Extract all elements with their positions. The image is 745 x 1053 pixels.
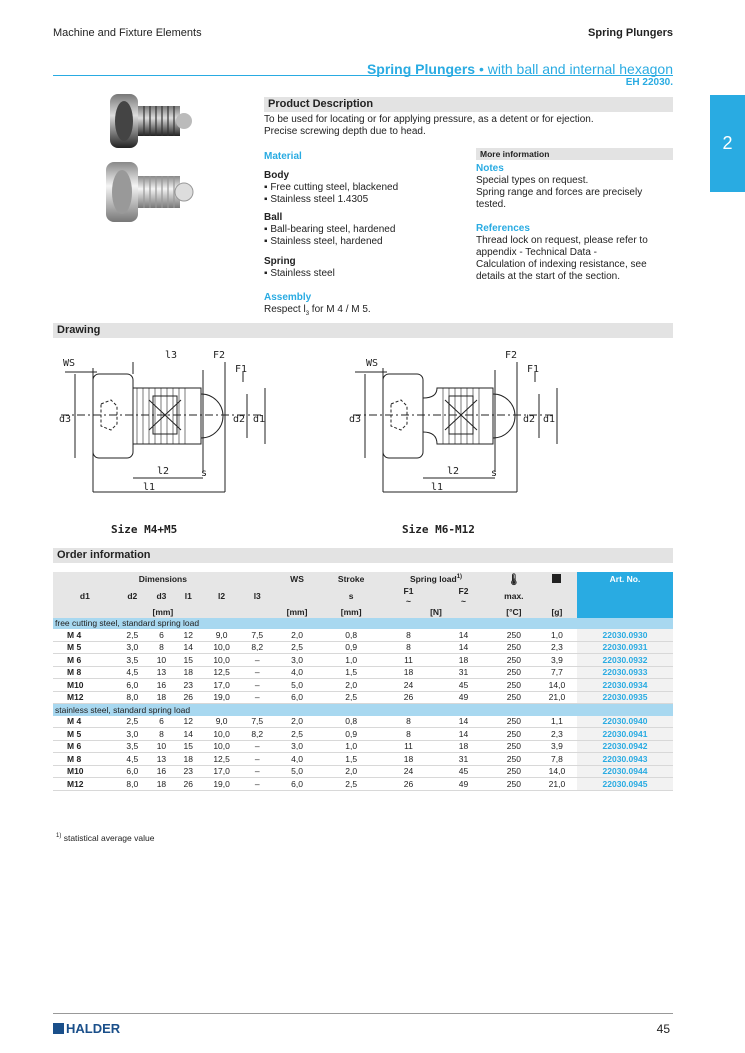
cell-size: M 4 bbox=[53, 629, 117, 641]
table-cell: 6,0 bbox=[117, 679, 148, 692]
table-cell: 26 bbox=[381, 691, 436, 704]
table-cell: 4,0 bbox=[273, 753, 322, 766]
cell-size: M 4 bbox=[53, 716, 117, 728]
table-cell: 9,0 bbox=[201, 716, 241, 728]
table-cell: 2,0 bbox=[321, 765, 381, 778]
chapter-tab[interactable]: 2 bbox=[710, 95, 745, 192]
table-cell: 6,0 bbox=[117, 765, 148, 778]
table-cell: 45 bbox=[436, 765, 491, 778]
cell-art-no[interactable]: 22030.0935 bbox=[577, 691, 673, 704]
order-heading: Order information bbox=[53, 548, 673, 563]
cell-size: M 6 bbox=[53, 654, 117, 667]
table-cell: 8 bbox=[148, 728, 175, 741]
table-cell: 15 bbox=[175, 654, 201, 667]
table-row bbox=[53, 753, 673, 766]
table-cell: 18 bbox=[148, 691, 175, 704]
table-cell: 2,5 bbox=[117, 629, 148, 641]
table-cell: 4,5 bbox=[117, 753, 148, 766]
table-cell: 17,0 bbox=[201, 765, 241, 778]
label-d2: d2 bbox=[523, 414, 536, 425]
cell-art-no[interactable]: 22030.0931 bbox=[577, 641, 673, 654]
table-cell: 18 bbox=[436, 740, 491, 753]
table-cell: 17,0 bbox=[201, 679, 241, 692]
table-cell: 250 bbox=[491, 654, 537, 667]
body-heading: Body bbox=[264, 170, 289, 181]
table-cell: 250 bbox=[491, 641, 537, 654]
table-cell: 23 bbox=[175, 679, 201, 692]
sub-d3: d3 bbox=[148, 586, 175, 606]
label-s: s bbox=[491, 468, 498, 479]
sub-art-empty bbox=[577, 586, 673, 606]
table-cell: 2,5 bbox=[321, 778, 381, 791]
table-row bbox=[53, 765, 673, 778]
label-d2: d2 bbox=[233, 414, 246, 425]
label-d3: d3 bbox=[349, 414, 362, 425]
table-cell: 2,0 bbox=[321, 679, 381, 692]
material-heading: Material bbox=[264, 151, 302, 162]
header-section: Spring Plungers bbox=[588, 27, 673, 39]
label-ws: WS bbox=[366, 358, 379, 369]
table-cell: 31 bbox=[436, 666, 491, 679]
table-cell: 4,5 bbox=[117, 666, 148, 679]
table-cell: 8 bbox=[381, 629, 436, 641]
table-cell: 15 bbox=[175, 740, 201, 753]
table-cell: 3,9 bbox=[537, 654, 577, 667]
table-cell: 2,0 bbox=[273, 716, 322, 728]
table-cell: 1,0 bbox=[537, 629, 577, 641]
table-cell: 14 bbox=[436, 629, 491, 641]
label-ws: WS bbox=[63, 358, 76, 369]
sub-d1: d1 bbox=[53, 586, 117, 606]
table-cell: 21,0 bbox=[537, 691, 577, 704]
table-cell: 10,0 bbox=[201, 740, 241, 753]
table-cell: 13 bbox=[148, 666, 175, 679]
sub-l1: l1 bbox=[175, 586, 201, 606]
table-cell: 12,5 bbox=[201, 753, 241, 766]
header-category: Machine and Fixture Elements bbox=[53, 27, 202, 39]
sub-d2: d2 bbox=[117, 586, 148, 606]
table-cell: 3,5 bbox=[117, 740, 148, 753]
table-cell: 250 bbox=[491, 716, 537, 728]
technical-drawing bbox=[53, 342, 673, 542]
assembly-text: Respect $l_3$ for M 4 / M 5. bbox=[264, 304, 371, 317]
label-d1: d1 bbox=[543, 414, 556, 425]
cell-size: M 8 bbox=[53, 666, 117, 679]
table-cell: 21,0 bbox=[537, 778, 577, 791]
product-description-line2: Precise screwing depth due to head. bbox=[264, 126, 426, 137]
table-cell: 10,0 bbox=[201, 641, 241, 654]
table-cell: 7,5 bbox=[242, 629, 273, 641]
unit-c: [°C] bbox=[491, 606, 537, 618]
caption-size-m4-m5: Size M4+M5 bbox=[111, 523, 178, 536]
table-cell: 14 bbox=[436, 728, 491, 741]
cell-art-no[interactable]: 22030.0943 bbox=[577, 753, 673, 766]
table-row bbox=[53, 654, 673, 667]
table-cell: 10,0 bbox=[201, 728, 241, 741]
table-cell: 10,0 bbox=[201, 654, 241, 667]
table-cell: 6 bbox=[148, 629, 175, 641]
spring-heading: Spring bbox=[264, 256, 296, 267]
table-cell: 0,9 bbox=[321, 641, 381, 654]
label-f1: F1 bbox=[527, 364, 540, 375]
table-cell: 6,0 bbox=[273, 778, 322, 791]
label-l2: l2 bbox=[447, 466, 460, 477]
table-cell: 9,0 bbox=[201, 629, 241, 641]
table-cell: 18 bbox=[381, 666, 436, 679]
label-f1: F1 bbox=[235, 364, 248, 375]
unit-ws: [mm] bbox=[273, 606, 322, 618]
table-cell: 1,5 bbox=[321, 666, 381, 679]
table-cell: 8,2 bbox=[242, 641, 273, 654]
cell-art-no[interactable]: 22030.0940 bbox=[577, 716, 673, 728]
table-cell: 8 bbox=[381, 728, 436, 741]
table-cell: 1,0 bbox=[321, 654, 381, 667]
unit-n: [N] bbox=[381, 606, 491, 618]
drawing-heading: Drawing bbox=[53, 323, 673, 338]
cell-art-no[interactable]: 22030.0930 bbox=[577, 629, 673, 641]
table-cell: – bbox=[242, 765, 273, 778]
table-cell: 10 bbox=[148, 654, 175, 667]
table-cell: 12,5 bbox=[201, 666, 241, 679]
table-cell: 1,1 bbox=[537, 716, 577, 728]
page-title: Spring Plungers • with ball and internal hexagon bbox=[366, 61, 673, 77]
table-cell: 11 bbox=[381, 654, 436, 667]
table-cell: 3,0 bbox=[117, 728, 148, 741]
cell-art-no[interactable]: 22030.0941 bbox=[577, 728, 673, 741]
table-cell: 24 bbox=[381, 765, 436, 778]
table-cell: – bbox=[242, 778, 273, 791]
table-cell: 49 bbox=[436, 778, 491, 791]
product-photo bbox=[100, 92, 210, 227]
table-cell: – bbox=[242, 666, 273, 679]
label-s: s bbox=[201, 468, 208, 479]
cell-art-no[interactable]: 22030.0944 bbox=[577, 765, 673, 778]
table-row bbox=[53, 778, 673, 791]
sub-stroke-s: s bbox=[321, 586, 381, 606]
table-cell: 6,0 bbox=[273, 691, 322, 704]
unit-g: [g] bbox=[537, 606, 577, 618]
table-cell: 6 bbox=[148, 716, 175, 728]
table-cell: 250 bbox=[491, 753, 537, 766]
ball-heading: Ball bbox=[264, 212, 283, 223]
col-stroke: Stroke bbox=[321, 572, 381, 586]
sub-l2: l2 bbox=[201, 586, 241, 606]
assembly-heading: Assembly bbox=[264, 292, 312, 303]
table-cell: 19,0 bbox=[201, 778, 241, 791]
cell-size: M10 bbox=[53, 679, 117, 692]
halder-logo: HALDER bbox=[53, 1021, 120, 1036]
table-cell: 11 bbox=[381, 740, 436, 753]
table-cell: 16 bbox=[148, 765, 175, 778]
table-cell: 2,3 bbox=[537, 728, 577, 741]
table-cell: 2,5 bbox=[321, 691, 381, 704]
references-line: details at the start of the section. bbox=[476, 271, 620, 282]
table-cell: 31 bbox=[436, 753, 491, 766]
product-description-heading: Product Description bbox=[264, 97, 673, 112]
table-cell: 18 bbox=[436, 654, 491, 667]
table-cell: 2,3 bbox=[537, 641, 577, 654]
table-row bbox=[53, 629, 673, 641]
table-cell: 18 bbox=[175, 753, 201, 766]
table-cell: 5,0 bbox=[273, 679, 322, 692]
cell-size: M12 bbox=[53, 778, 117, 791]
sub-ws-empty bbox=[273, 586, 322, 606]
table-cell: 18 bbox=[175, 666, 201, 679]
table-row bbox=[53, 641, 673, 654]
notes-line: Special types on request. bbox=[476, 175, 589, 186]
table-cell: 14 bbox=[436, 641, 491, 654]
label-l1: l1 bbox=[431, 482, 444, 493]
table-cell: 2,5 bbox=[273, 728, 322, 741]
label-l1: l1 bbox=[143, 482, 156, 493]
table-cell: 3,0 bbox=[273, 654, 322, 667]
table-cell: 250 bbox=[491, 679, 537, 692]
col-spring-load: Spring load$^{1)}$ bbox=[381, 572, 491, 586]
table-cell: 3,9 bbox=[537, 740, 577, 753]
table-cell: 250 bbox=[491, 691, 537, 704]
sub-l3: l3 bbox=[242, 586, 273, 606]
table-cell: 250 bbox=[491, 728, 537, 741]
product-description-line1: To be used for locating or for applying pressure, as a detent or for ejection. bbox=[264, 114, 594, 125]
table-row bbox=[53, 691, 673, 704]
ball-item: ▪ Ball-bearing steel, hardened bbox=[264, 224, 396, 235]
table-cell: 3,5 bbox=[117, 654, 148, 667]
table-cell: 3,0 bbox=[117, 641, 148, 654]
table-cell: 250 bbox=[491, 666, 537, 679]
table-cell: 8 bbox=[381, 641, 436, 654]
label-l3: l3 bbox=[165, 350, 178, 361]
col-art-no: Art. No. bbox=[577, 572, 673, 586]
page-number: 45 bbox=[656, 1022, 670, 1036]
group-label: free cutting steel, standard spring load bbox=[53, 618, 673, 630]
body-item: ▪ Free cutting steel, blackened bbox=[264, 182, 399, 193]
thermometer-icon: 🌡 bbox=[491, 572, 537, 586]
table-cell: 0,8 bbox=[321, 629, 381, 641]
footnote: $^{1)}$ statistical average value bbox=[56, 832, 155, 843]
label-d1: d1 bbox=[253, 414, 266, 425]
references-heading: References bbox=[476, 223, 530, 234]
title-rule bbox=[53, 75, 673, 76]
table-cell: 18 bbox=[381, 753, 436, 766]
notes-line: Spring range and forces are precisely bbox=[476, 187, 643, 198]
group-row bbox=[53, 704, 673, 716]
cell-size: M 8 bbox=[53, 753, 117, 766]
cell-size: M 5 bbox=[53, 728, 117, 741]
table-cell: 45 bbox=[436, 679, 491, 692]
table-cell: – bbox=[242, 679, 273, 692]
cell-art-no[interactable]: 22030.0934 bbox=[577, 679, 673, 692]
group-label: stainless steel, standard spring load bbox=[53, 704, 673, 716]
table-cell: 250 bbox=[491, 778, 537, 791]
table-cell: 14,0 bbox=[537, 679, 577, 692]
references-line: appendix - Technical Data - bbox=[476, 247, 597, 258]
table-cell: 19,0 bbox=[201, 691, 241, 704]
table-cell: 10 bbox=[148, 740, 175, 753]
table-cell: 250 bbox=[491, 740, 537, 753]
cell-art-no[interactable]: 22030.0945 bbox=[577, 778, 673, 791]
references-line: Thread lock on request, please refer to bbox=[476, 235, 648, 246]
table-cell: 3,0 bbox=[273, 740, 322, 753]
product-code: EH 22030. bbox=[625, 77, 673, 88]
table-cell: 1,0 bbox=[321, 740, 381, 753]
label-d3: d3 bbox=[59, 414, 72, 425]
table-cell: 8,0 bbox=[117, 691, 148, 704]
table-cell: 5,0 bbox=[273, 765, 322, 778]
table-cell: 12 bbox=[175, 629, 201, 641]
table-cell: 23 bbox=[175, 765, 201, 778]
col-dimensions: Dimensions bbox=[53, 572, 273, 586]
table-cell: 8,2 bbox=[242, 728, 273, 741]
logo-mark-icon bbox=[53, 1023, 64, 1034]
sub-f1: F1 ~ bbox=[381, 586, 436, 606]
references-line: Calculation of indexing resistance, see bbox=[476, 259, 647, 270]
weight-icon bbox=[537, 572, 577, 586]
table-row bbox=[53, 679, 673, 692]
cell-art-no[interactable]: 22030.0932 bbox=[577, 654, 673, 667]
sub-f2: F2 ~ bbox=[436, 586, 491, 606]
table-cell: – bbox=[242, 654, 273, 667]
table-cell: 2,5 bbox=[273, 641, 322, 654]
table-cell: 0,9 bbox=[321, 728, 381, 741]
ball-item: ▪ Stainless steel, hardened bbox=[264, 236, 383, 247]
table-cell: 26 bbox=[175, 691, 201, 704]
table-cell: 0,8 bbox=[321, 716, 381, 728]
table-cell: 7,5 bbox=[242, 716, 273, 728]
table-cell: 14,0 bbox=[537, 765, 577, 778]
table-cell: 8,0 bbox=[117, 778, 148, 791]
table-cell: 14 bbox=[175, 641, 201, 654]
table-cell: 8 bbox=[381, 716, 436, 728]
table-cell: 250 bbox=[491, 765, 537, 778]
table-cell: 250 bbox=[491, 629, 537, 641]
cell-size: M 6 bbox=[53, 740, 117, 753]
more-info-heading: More information bbox=[476, 148, 673, 160]
table-cell: – bbox=[242, 691, 273, 704]
table-cell: 4,0 bbox=[273, 666, 322, 679]
table-cell: 49 bbox=[436, 691, 491, 704]
table-row bbox=[53, 740, 673, 753]
table-cell: 8 bbox=[148, 641, 175, 654]
table-cell: 2,5 bbox=[117, 716, 148, 728]
caption-size-m6-m12: Size M6-M12 bbox=[402, 523, 475, 536]
cell-art-no[interactable]: 22030.0942 bbox=[577, 740, 673, 753]
cell-size: M 5 bbox=[53, 641, 117, 654]
table-cell: – bbox=[242, 740, 273, 753]
table-cell: 7,7 bbox=[537, 666, 577, 679]
table-cell: 26 bbox=[175, 778, 201, 791]
table-cell: 12 bbox=[175, 716, 201, 728]
footer-rule bbox=[53, 1013, 673, 1014]
notes-heading: Notes bbox=[476, 163, 504, 174]
table-cell: 18 bbox=[148, 778, 175, 791]
table-cell: 16 bbox=[148, 679, 175, 692]
cell-size: M10 bbox=[53, 765, 117, 778]
table-cell: 7,8 bbox=[537, 753, 577, 766]
table-row bbox=[53, 728, 673, 741]
table-row bbox=[53, 716, 673, 728]
spring-item: ▪ Stainless steel bbox=[264, 268, 335, 279]
table-row bbox=[53, 666, 673, 679]
col-ws: WS bbox=[273, 572, 322, 586]
group-row bbox=[53, 618, 673, 630]
table-cell: 14 bbox=[175, 728, 201, 741]
table-cell: 13 bbox=[148, 753, 175, 766]
label-f2: F2 bbox=[213, 350, 226, 361]
order-table bbox=[53, 572, 673, 791]
table-cell: – bbox=[242, 753, 273, 766]
sub-g-empty bbox=[537, 586, 577, 606]
unit-mm: [mm] bbox=[53, 606, 273, 618]
unit-art-empty bbox=[577, 606, 673, 618]
cell-size: M12 bbox=[53, 691, 117, 704]
table-cell: 1,5 bbox=[321, 753, 381, 766]
table-cell: 24 bbox=[381, 679, 436, 692]
label-f2: F2 bbox=[505, 350, 518, 361]
unit-stroke: [mm] bbox=[321, 606, 381, 618]
sub-max: max. bbox=[491, 586, 537, 606]
cell-art-no[interactable]: 22030.0933 bbox=[577, 666, 673, 679]
table-cell: 14 bbox=[436, 716, 491, 728]
table-cell: 2,0 bbox=[273, 629, 322, 641]
label-l2: l2 bbox=[157, 466, 170, 477]
table-cell: 26 bbox=[381, 778, 436, 791]
notes-line: tested. bbox=[476, 199, 507, 210]
body-item: ▪ Stainless steel 1.4305 bbox=[264, 194, 369, 205]
